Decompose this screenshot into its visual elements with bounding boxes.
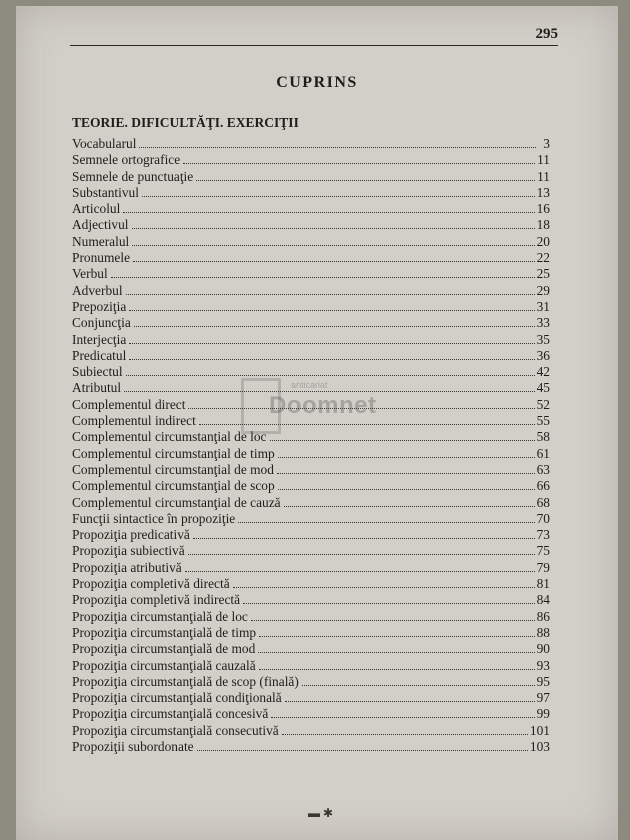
toc-entry-label: Propoziţii subordonate: [72, 738, 194, 754]
toc-dot-leader: [197, 750, 528, 751]
toc-entry-label: Complementul circumstanţial de loc: [72, 429, 267, 445]
toc-dot-leader: [132, 228, 535, 229]
footer-ornament: ▬ ✱: [308, 806, 334, 820]
toc-dot-leader: [259, 669, 535, 670]
toc-entry-label: Funcţii sintactice în propoziţie: [72, 510, 236, 526]
toc-dot-leader: [196, 180, 535, 181]
toc-entry-page: 22: [536, 250, 550, 266]
toc-dot-leader: [183, 163, 535, 164]
toc-entry: [72, 690, 550, 706]
toc-entry-page: 90: [536, 641, 550, 657]
toc-entry: [72, 478, 550, 494]
toc-entry: [72, 315, 550, 331]
toc-entry-label: Pronumele: [72, 250, 131, 266]
toc-dot-leader: [142, 196, 535, 197]
book-page: [16, 6, 618, 840]
toc-entry-page: 75: [536, 543, 550, 559]
toc-dot-leader: [188, 554, 535, 555]
toc-entry-page: 29: [536, 282, 550, 298]
toc-entry-label: Propoziţia completivă directă: [72, 576, 230, 592]
toc-entry-label: Conjuncţia: [72, 315, 131, 331]
toc-entry-page: 81: [536, 576, 550, 592]
toc-entry-label: Articolul: [72, 201, 121, 217]
toc-entry: [72, 136, 550, 152]
toc-entry-label: Propoziţia circumstanţială de mod: [72, 641, 256, 657]
toc-entry: [72, 201, 550, 217]
toc-entry-label: Propoziţia atributivă: [72, 559, 182, 575]
toc-entry: [72, 723, 550, 739]
toc-dot-leader: [278, 457, 535, 458]
toc-entry-label: Interjecţia: [72, 331, 127, 347]
section-heading: TEORIE. DIFICULTĂŢI. EXERCIŢII: [72, 115, 299, 130]
toc-entry: [72, 560, 550, 576]
toc-entry-label: Subiectul: [72, 364, 123, 380]
toc-entry: [72, 739, 550, 755]
toc-entry-page: 70: [536, 510, 550, 526]
toc-dot-leader: [243, 603, 535, 604]
toc-entry-page: 45: [536, 380, 550, 396]
watermark-small-text: anticariat: [291, 380, 328, 390]
toc-entry: [72, 543, 550, 559]
toc-entry-label: Complementul circumstanţial de timp: [72, 445, 275, 461]
toc-entry: [72, 250, 550, 266]
toc-entry-label: Prepoziţia: [72, 298, 127, 314]
toc-entry: [72, 413, 550, 429]
toc-entry-page: 95: [536, 673, 550, 689]
toc-entry-page: 101: [529, 722, 550, 738]
toc-entry-page: 84: [536, 592, 550, 608]
toc-entry: [72, 429, 550, 445]
toc-entry: [72, 658, 550, 674]
toc-entry: [72, 609, 550, 625]
toc-entry-label: Substantivul: [72, 184, 139, 200]
toc-entry: [72, 332, 550, 348]
toc-dot-leader: [132, 245, 534, 246]
toc-entry-label: Adjectivul: [72, 217, 129, 233]
toc-entry-page: 31: [536, 298, 550, 314]
toc-dot-leader: [188, 408, 534, 409]
toc-entry: [72, 266, 550, 282]
toc-dot-leader: [199, 424, 535, 425]
toc-entry: [72, 674, 550, 690]
toc-entry-page: 42: [536, 364, 550, 380]
toc-dot-leader: [259, 636, 535, 637]
toc-entry-label: Propoziţia circumstanţială de timp: [72, 624, 257, 640]
toc-entry: [72, 462, 550, 478]
toc-dot-leader: [285, 701, 535, 702]
toc-entry: [72, 364, 550, 380]
toc-entry: [72, 152, 550, 168]
toc-entry-page: 63: [536, 461, 550, 477]
toc-entry-label: Propoziţia circumstanţială condiţională: [72, 690, 282, 706]
toc-dot-leader: [238, 522, 534, 523]
toc-entry-label: Semnele ortografice: [72, 152, 181, 168]
toc-entry-page: 18: [536, 217, 550, 233]
toc-entry: [72, 380, 550, 396]
toc-entry-label: Propoziţia circumstanţială concesivă: [72, 706, 269, 722]
toc-entry-label: Atributul: [72, 380, 122, 396]
toc-entry-page: 73: [536, 527, 550, 543]
toc-dot-leader: [129, 343, 534, 344]
toc-entry-page: 16: [536, 201, 550, 217]
toc-dot-leader: [126, 294, 535, 295]
toc-dot-leader: [129, 310, 534, 311]
toc-dot-leader: [277, 473, 535, 474]
toc-entry-page: 20: [536, 233, 550, 249]
toc-entry-label: Propoziţia circumstanţială consecutivă: [72, 722, 279, 738]
toc-entry-label: Numeralul: [72, 233, 130, 249]
toc-entry-label: Predicatul: [72, 347, 127, 363]
toc-dot-leader: [282, 734, 528, 735]
toc-entry-page: 97: [536, 690, 550, 706]
toc-entry-page: 25: [536, 266, 550, 282]
toc-entry-page: 33: [536, 315, 550, 331]
toc-entry: [72, 527, 550, 543]
toc-entry-label: Vocabularul: [72, 136, 137, 151]
toc-entry-page: 86: [536, 608, 550, 624]
toc-entry-label: Propoziţia predicativă: [72, 527, 190, 543]
toc-entry: [72, 576, 550, 592]
toc-dot-leader: [278, 489, 535, 490]
page-title: CUPRINS: [276, 74, 358, 91]
page-number: 295: [535, 26, 558, 42]
toc-entry-label: Propoziţia subiectivă: [72, 543, 185, 559]
toc-dot-leader: [139, 147, 536, 148]
toc-entry-page: 103: [529, 738, 550, 754]
toc-entry: [72, 592, 550, 608]
toc-entry-page: 11: [537, 168, 550, 184]
toc-entry: [72, 641, 550, 657]
toc-entry-page: 36: [536, 347, 550, 363]
toc-entry-label: Complementul circumstanţial de mod: [72, 461, 274, 477]
toc-entry-label: Semnele de punctuaţie: [72, 168, 194, 184]
toc-entry-page: 35: [536, 331, 550, 347]
toc-dot-leader: [133, 261, 535, 262]
toc-entry-label: Complementul circumstanţial de cauză: [72, 494, 281, 510]
toc-dot-leader: [126, 375, 535, 376]
toc-entry-page: 13: [536, 184, 550, 200]
toc-dot-leader: [111, 277, 535, 278]
toc-dot-leader: [270, 440, 535, 441]
toc-entry-label: Verbul: [72, 266, 108, 282]
table-of-contents: [72, 136, 550, 755]
toc-entry: [72, 397, 550, 413]
toc-entry: [72, 283, 550, 299]
toc-dot-leader: [233, 587, 535, 588]
toc-dot-leader: [251, 620, 535, 621]
toc-dot-leader: [185, 571, 535, 572]
toc-entry: [72, 348, 550, 364]
toc-entry: [72, 495, 550, 511]
watermark-big-text: Doomnet: [269, 392, 377, 419]
toc-entry-page: 99: [536, 706, 550, 722]
header-rule: [70, 45, 558, 46]
toc-entry: [72, 185, 550, 201]
toc-entry: [72, 446, 550, 462]
toc-entry-page: 55: [536, 413, 550, 429]
toc-entry-page: 3: [543, 136, 550, 151]
toc-entry-label: Adverbul: [72, 282, 123, 298]
toc-dot-leader: [124, 391, 535, 392]
toc-dot-leader: [258, 652, 534, 653]
toc-dot-leader: [193, 538, 535, 539]
toc-entry: [72, 299, 550, 315]
toc-entry-page: 68: [536, 494, 550, 510]
toc-entry-label: Propoziţia circumstanţială cauzală: [72, 657, 256, 673]
toc-entry-label: Complementul circumstanţial de scop: [72, 478, 275, 494]
toc-dot-leader: [129, 359, 534, 360]
toc-entry-page: 61: [536, 445, 550, 461]
toc-entry-label: Complementul direct: [72, 396, 186, 412]
toc-entry-page: 93: [536, 657, 550, 673]
toc-dot-leader: [271, 717, 534, 718]
toc-dot-leader: [123, 212, 534, 213]
toc-entry-label: Complementul indirect: [72, 413, 196, 429]
toc-entry: [72, 625, 550, 641]
toc-dot-leader: [284, 506, 535, 507]
toc-dot-leader: [134, 326, 535, 327]
toc-entry-label: Propoziţia completivă indirectă: [72, 592, 241, 608]
toc-entry-label: Propoziţia circumstanţială de scop (finală): [72, 673, 299, 689]
toc-entry: [72, 217, 550, 233]
toc-entry-page: 66: [536, 478, 550, 494]
toc-entry-page: 11: [537, 152, 550, 168]
toc-entry-page: 52: [536, 396, 550, 412]
toc-entry: [72, 234, 550, 250]
toc-dot-leader: [302, 685, 535, 686]
toc-entry: [72, 169, 550, 185]
toc-entry-page: 88: [536, 624, 550, 640]
toc-entry: [72, 706, 550, 722]
toc-entry-label: Propoziţia circumstanţială de loc: [72, 608, 248, 624]
toc-entry-page: 58: [536, 429, 550, 445]
toc-entry: [72, 511, 550, 527]
toc-entry-page: 79: [536, 559, 550, 575]
